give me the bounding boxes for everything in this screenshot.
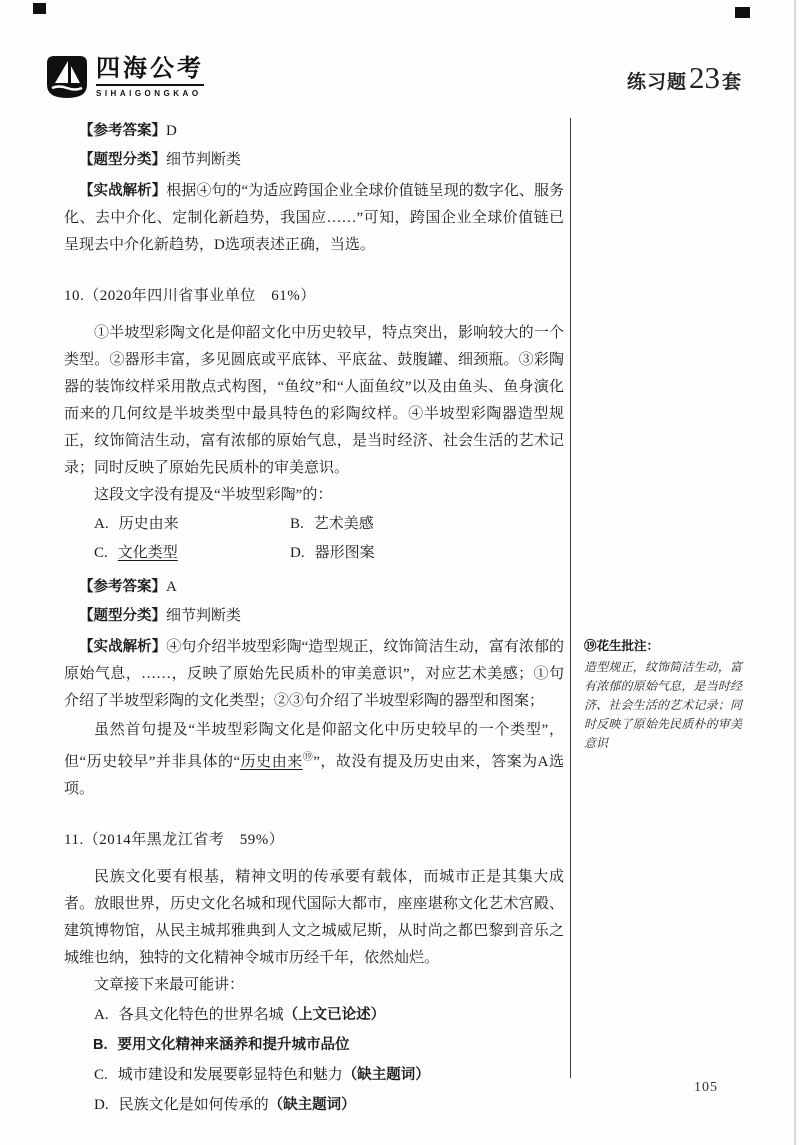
annotated-phrase: 历史由来 xyxy=(240,754,303,770)
scan-artifact-top-right xyxy=(735,7,750,18)
answer-label: 【参考答案】 xyxy=(79,123,166,139)
option-d-text: 民族文化是如何传承的 xyxy=(118,1097,269,1113)
margin-annotation xyxy=(584,636,742,753)
brand-text xyxy=(96,55,204,99)
option-c-note: （缺主题词） xyxy=(342,1067,430,1083)
answer-value: D xyxy=(166,123,177,139)
type-value: 细节判断类 xyxy=(166,608,242,624)
analysis-label: 【实战解析】 xyxy=(79,639,167,655)
analysis-text: 根据④句的“为适应跨国企业全球价值链呈现的数字化、服务化、去中介化、定制化新趋势，我国应……”可知，跨国企业全球价值链已呈现去中介化新趋势，D选项表述正确，当选。 xyxy=(64,183,564,253)
analysis-text-pre: 虽然首句提及“半坡型彩陶文化是仰韶文化中历史较早的一个类型”，但“历史较早”并非具体的“ xyxy=(64,722,564,770)
scan-artifact-top-left xyxy=(33,3,46,14)
option-d-label: D. xyxy=(290,545,305,561)
question-10-analysis-paragraph-2 xyxy=(64,717,564,803)
option-d xyxy=(64,1091,564,1119)
option-a-text: 历史由来 xyxy=(118,516,179,532)
question-11-passage: 民族文化要有根基，精神文明的传承要有载体，而城市正是其集大成者。放眼世界，历史文化名城和现代国际大都市，座座堪称文化艺术宫殿、建筑博物馆，从民主城邦雅典到人文之城威尼斯，从时尚之都巴黎到音乐之城维也纳，独特的文化精神令城市历经千年，依然灿烂。 xyxy=(64,869,564,966)
brand-name: 四海公考 xyxy=(96,55,204,82)
edition-suffix: 套 xyxy=(721,72,742,93)
option-b xyxy=(290,510,374,538)
option-a xyxy=(94,510,290,538)
option-c xyxy=(64,1061,564,1089)
option-d-text: 器形图案 xyxy=(314,545,375,561)
option-b-text: 艺术美感 xyxy=(313,516,374,532)
edition-title xyxy=(627,60,742,96)
brand-logo xyxy=(46,55,204,99)
question-10-stem: 这段文字没有提及“半坡型彩陶”的： xyxy=(94,487,333,503)
type-value: 细节判断类 xyxy=(166,152,242,168)
edition-number: 23 xyxy=(688,60,720,95)
scan-edge-line xyxy=(794,0,796,1145)
question-10-options-row-1 xyxy=(64,510,564,538)
option-b-text: 要用文化精神来涵养和提升城市品位 xyxy=(117,1037,350,1053)
option-b-label: B. xyxy=(93,1037,108,1053)
sailboat-logo-icon xyxy=(46,55,88,99)
margin-divider-line xyxy=(570,118,571,1078)
edition-prefix: 练习题 xyxy=(626,72,687,93)
option-a-note: （上文已论述） xyxy=(283,1007,386,1023)
option-c xyxy=(94,539,290,567)
type-label: 【题型分类】 xyxy=(79,608,166,624)
option-a-label: A. xyxy=(94,516,109,532)
option-a xyxy=(64,1001,564,1029)
option-a-text: 各具文化特色的世界名城 xyxy=(118,1007,284,1023)
type-label: 【题型分类】 xyxy=(79,152,166,168)
annotation-title: ⑲花生批注： xyxy=(584,639,660,653)
prev-type-line xyxy=(64,147,564,174)
option-d-note: （缺主题词） xyxy=(268,1097,356,1113)
question-10-heading: 10.（2020年四川省事业单位 61%） xyxy=(64,288,316,304)
question-11-heading: 11.（2014年黑龙江省考 59%） xyxy=(64,832,285,848)
question-11-stem: 文章接下来最可能讲： xyxy=(94,977,245,993)
question-10-options-row-2 xyxy=(64,539,564,567)
option-b-label: B. xyxy=(290,516,304,532)
annotation-body: 造型规正，纹饰简洁生动，富有浓郁的原始气息，是当时经济、社会生活的艺术记录；同时反映了原始先民质朴的审美意识 xyxy=(584,660,742,750)
option-d-label: D. xyxy=(94,1097,109,1113)
option-b xyxy=(64,1031,564,1059)
prev-answer-line xyxy=(64,118,564,145)
question-10-passage: ①半坡型彩陶文化是仰韶文化中历史较早，特点突出，影响较大的一个类型。②器形丰富，多见圆底或平底钵、平底盆、鼓腹罐、细颈瓶。③彩陶器的装饰纹样采用散点式构图，“鱼纹”和“人面鱼纹”以及由鱼头、鱼身演化而来的几何纹是半坡类型中最具特色的彩陶纹样。④半坡型彩陶器造型规正，纹饰简洁生动，富有浓郁的原始气息，是当时经济、社会生活的艺术记录；同时反映了原始先民质朴的审美意识。 xyxy=(64,325,564,476)
annotation-reference-mark: ⑲ xyxy=(302,752,314,763)
brand-name-pinyin: SIHAIGONGKAO xyxy=(96,84,204,99)
analysis-text: ④句介绍半坡型彩陶“造型规正，纹饰简洁生动，富有浓郁的原始气息，……，反映了原始先民质朴的审美意识”，对应艺术美感；①句介绍了半坡型彩陶的文化类型；②③句介绍了半坡型彩陶的器型和图案； xyxy=(64,639,564,709)
analysis-text-post: ”，故没有提及历史由来，答案为A选项。 xyxy=(64,754,564,797)
question-10-type-line xyxy=(64,603,564,630)
page-number: 105 xyxy=(694,1080,718,1095)
answer-value: A xyxy=(166,579,177,595)
option-c-text: 城市建设和发展要彰显特色和魅力 xyxy=(117,1067,343,1083)
analysis-label: 【实战解析】 xyxy=(79,183,167,199)
option-c-label: C. xyxy=(94,545,108,561)
prev-analysis-paragraph xyxy=(64,178,564,259)
question-10-analysis-paragraph xyxy=(64,634,564,715)
option-c-text: 文化类型 xyxy=(117,545,178,561)
option-a-label: A. xyxy=(94,1007,109,1023)
answer-label: 【参考答案】 xyxy=(79,579,166,595)
option-d xyxy=(290,539,375,567)
option-c-label: C. xyxy=(94,1067,108,1083)
main-text-column xyxy=(64,116,564,1119)
question-10-answer-line xyxy=(64,574,564,601)
